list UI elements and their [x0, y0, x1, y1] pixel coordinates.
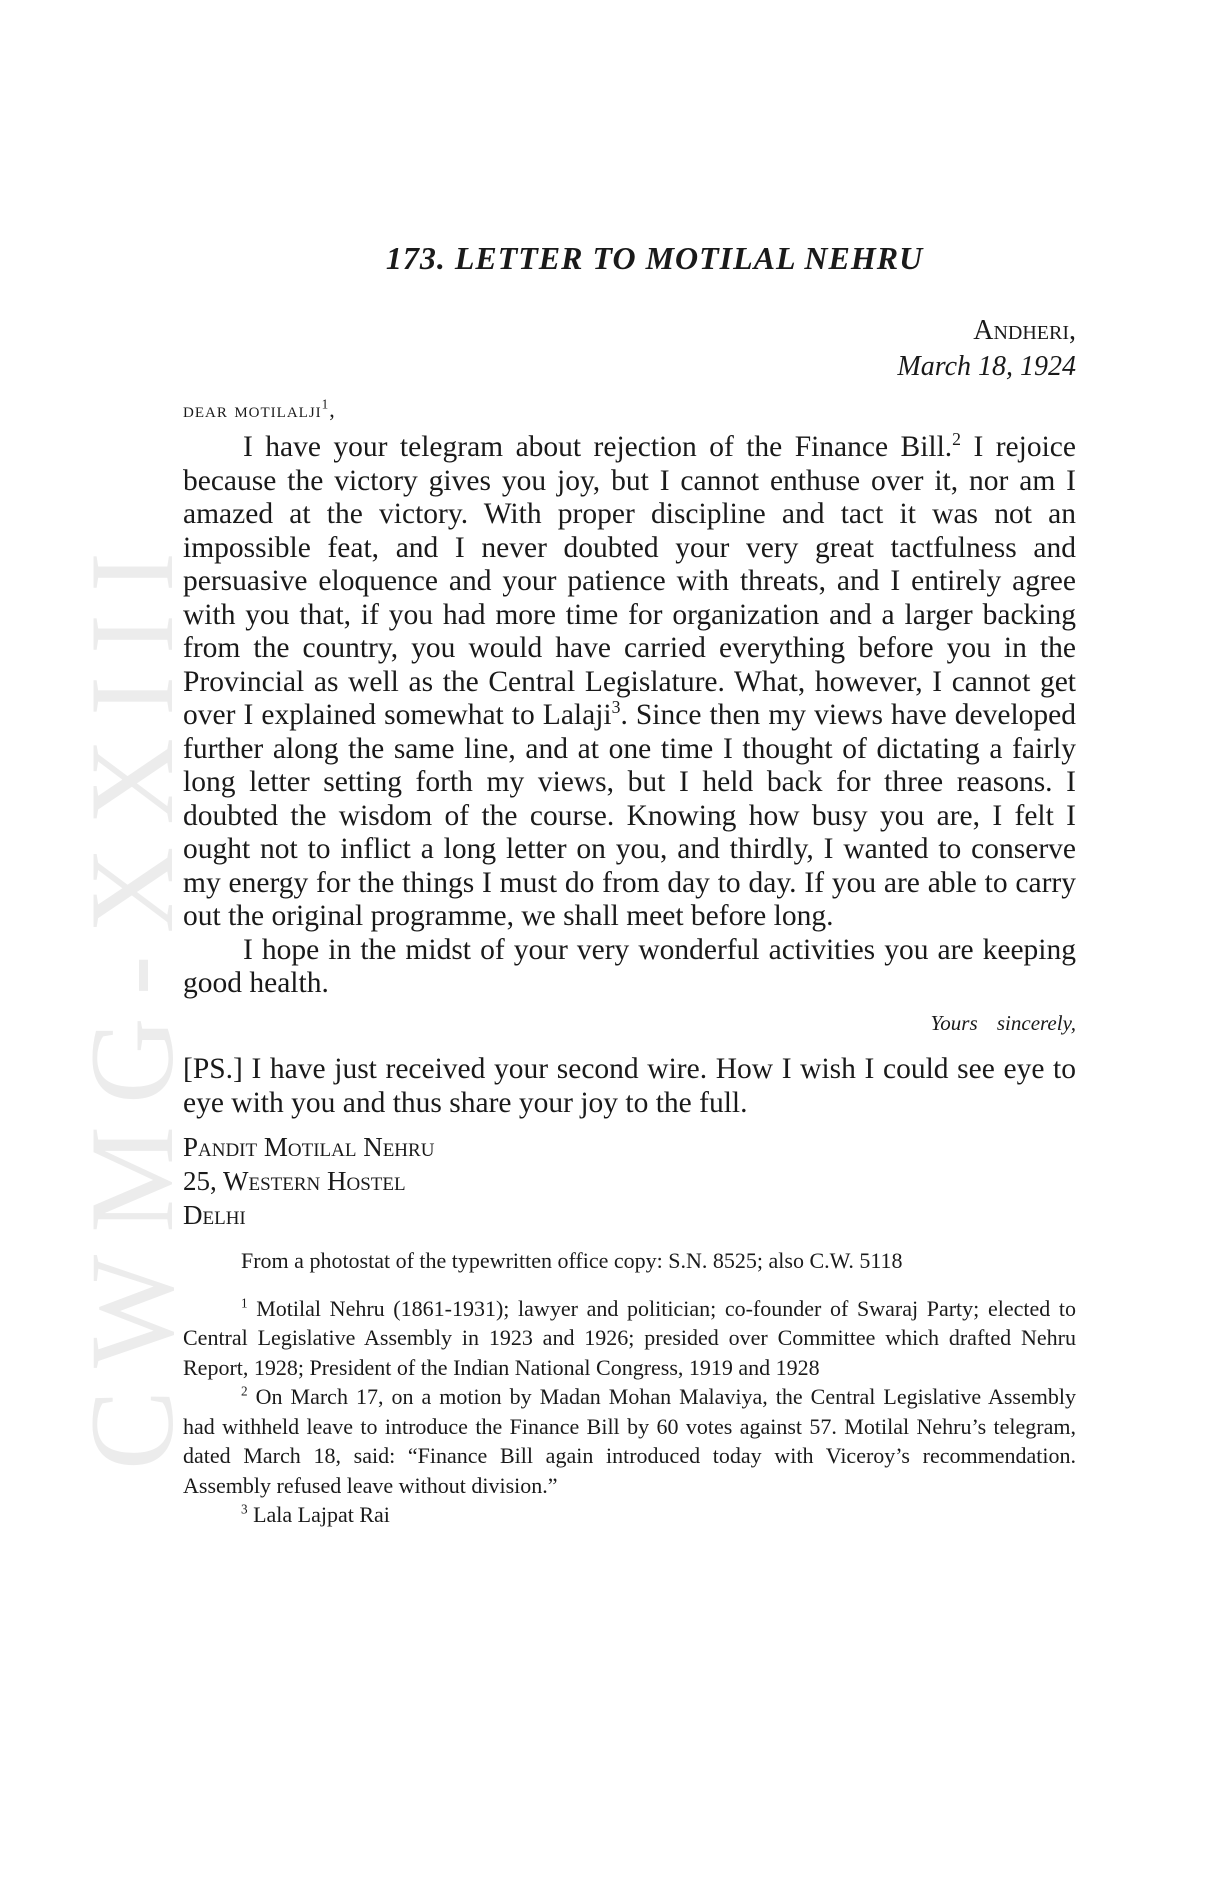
address-line-1: Pandit Motilal Nehru: [183, 1131, 435, 1162]
footnote-3: [183, 1500, 1076, 1530]
letter-paragraph-1: [183, 431, 1076, 934]
watermark: CWMG-XXIII: [65, 530, 198, 1470]
footnote-2: [183, 1382, 1076, 1500]
letter-place: Andheri,: [973, 315, 1076, 346]
source-note: From a photostat of the typewritten office copy: S.N. 8525; also C.W. 5118: [241, 1247, 903, 1273]
salutation-punct: ,: [329, 397, 336, 422]
footnote-ref-3: 3: [611, 697, 621, 718]
recipient-address: [183, 1130, 1076, 1232]
document-page: [183, 240, 1076, 1530]
footnote-3-number: 3: [241, 1501, 248, 1517]
salutation-text: dear motilalji: [183, 397, 322, 422]
address-line-3: Delhi: [183, 1199, 246, 1230]
footnote-2-number: 2: [241, 1383, 248, 1399]
postscript: [PS.] I have just received your second wire. How I wish I could see eye to eye with you and thus share your joy to the full.: [183, 1052, 1076, 1119]
footnote-ref-1: 1: [321, 396, 330, 412]
letter-date: March 18, 1924: [897, 351, 1076, 382]
letter-paragraph-2: I hope in the midst of your very wonderful activities you are keeping good health.: [183, 933, 1076, 999]
paragraph-1-text-a: I have your telegram about rejection of the Finance Bill.: [243, 431, 953, 463]
footnote-1-number: 1: [241, 1295, 248, 1311]
footnote-ref-2: 2: [952, 429, 962, 450]
paragraph-1-text-c: . Since then my views have developed further along the same line, and at one time I thought of dictating a fairly long letter setting forth my views, but I held back for three reasons. I doubted the wisdom of the course. Knowing how busy you are, I felt I ought not to inflict a long letter on you, and thirdly, I wanted to conserve my energy for the things I must do from day to day. If you are able to carry out the original programme, we shall meet before long.: [183, 699, 1076, 932]
address-line-2: 25, Western Hostel: [183, 1165, 406, 1196]
footnote-2-text: On March 17, on a motion by Madan Mohan Malaviya, the Central Legislative Assembly had withheld leave to introduce the Finance Bill by 60 votes against 57. Motilal Nehru’s telegram, dated March 18, said: “Finance Bill again introduced today with Viceroy’s recommendation. Assembly refused leave without division.”: [183, 1384, 1076, 1498]
paragraph-1-text-b: I rejoice because the victory gives you joy, but I cannot enthuse over it, nor am I amazed at the victory. With proper discipline and tact it was not an impossible feat, and I never doubted your very great tactfulness and persuasive eloquence and your patience with threats, and I entirely agree with you that, if you had more time for organization and a larger backing from the country, you would have carried everything before you in the Provincial as well as the Central Legislature. What, however, I cannot get over I explained somewhat to Lalaji: [183, 431, 1076, 731]
footnote-1: [183, 1294, 1076, 1383]
page-title: 173. LETTER TO MOTILAL NEHRU: [385, 240, 924, 276]
footnote-1-text: Motilal Nehru (1861-1931); lawyer and politician; co-founder of Swaraj Party; elected to Central Legislative Assembly in 1923 and 1926; presided over Committee which drafted Nehru Report, 1928; President of the Indian National Congress, 1919 and 1928: [183, 1295, 1076, 1380]
footnote-3-text: Lala Lajpat Rai: [247, 1502, 390, 1527]
salutation: [183, 395, 1076, 425]
letter-closing: Yours sincerely,: [930, 1010, 1076, 1035]
